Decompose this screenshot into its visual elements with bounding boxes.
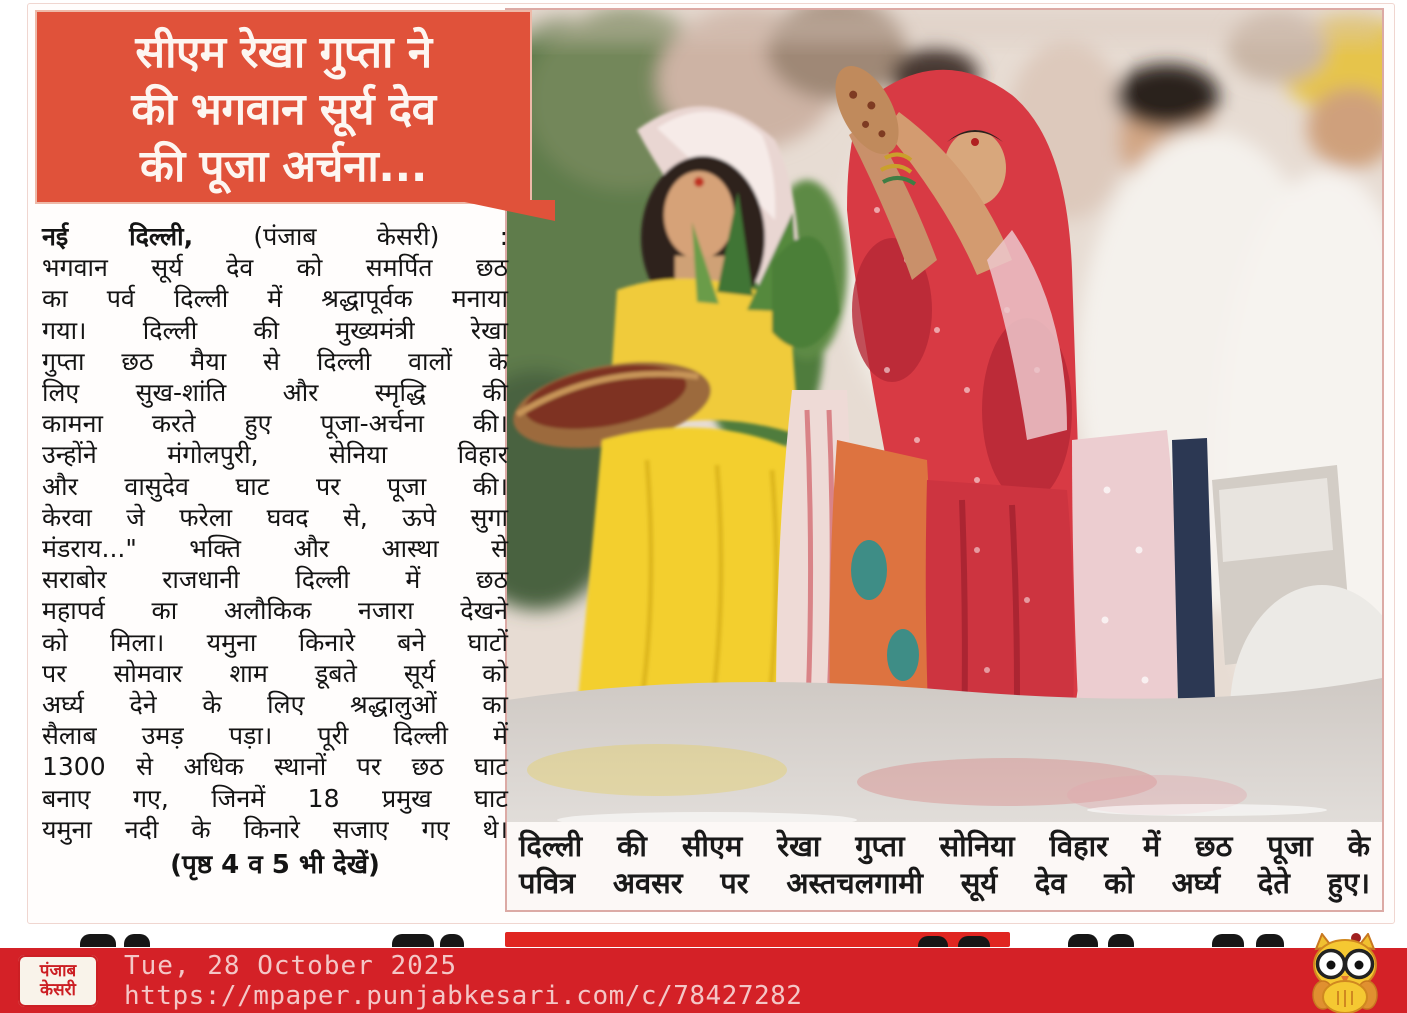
logo-line: केसरी — [40, 980, 76, 1000]
article-footnote: (पृष्ठ 4 व 5 भी देखें) — [170, 850, 380, 881]
headline-line: की पूजा अर्चना... — [140, 141, 427, 192]
article-line: सराबोर राजधानी दिल्ली में छठ — [42, 565, 508, 595]
photo-illustration — [507, 10, 1382, 910]
news-photo — [505, 8, 1384, 912]
article-line: को मिला। यमुना किनारे बने घाटों — [42, 627, 508, 657]
article-line: पर सोमवार शाम डूबते सूर्य को — [42, 658, 508, 688]
owl-mascot-icon[interactable] — [1296, 933, 1394, 1013]
cutoff-glyph-mark — [1108, 934, 1134, 947]
cutoff-glyph-mark — [1068, 934, 1098, 947]
article-line: यमुना नदी के किनारे सजाए गए थे। — [42, 814, 508, 844]
photo-top-haze — [507, 10, 1382, 44]
headline-line: सीएम रेखा गुप्ता ने — [135, 27, 432, 78]
article-line: महापर्व का अलौकिक नजारा देखने — [42, 596, 508, 626]
caption-line: पवित्र अवसर पर अस्तचलगामी सूर्य देव को अर्घ्य देते हुए। — [519, 866, 1370, 900]
headline-box — [35, 10, 532, 204]
article-line: अर्घ्य देने के लिए श्रद्धालुओं का — [42, 690, 508, 720]
cutoff-glyph-mark — [958, 936, 990, 947]
cutoff-glyph-mark — [1256, 934, 1284, 947]
cutoff-glyph-mark — [918, 936, 948, 947]
article-line: केरवा जे फरेला घवद से, ऊपे सुगा — [42, 502, 508, 532]
caption-line: दिल्ली की सीएम रेखा गुप्ता सोनिया विहार में छठ पूजा के — [519, 829, 1370, 863]
article-line: बनाए गए, जिनमें 18 प्रमुख घाट — [42, 783, 508, 813]
clip-date: Tue, 28 October 2025 — [124, 951, 458, 981]
article-line: गया। दिल्ली की मुख्यमंत्री रेखा — [42, 315, 508, 345]
article-line: सैलाब उमड़ पड़ा। पूरी दिल्ली में — [42, 721, 508, 751]
dateline-source: (पंजाब केसरी) : — [193, 222, 508, 251]
article-line: 1300 से अधिक स्थानों पर छठ घाट — [42, 752, 508, 782]
article-line: गुप्ता छठ मैया से दिल्ली वालों के — [42, 346, 508, 376]
cutoff-glyph-mark — [124, 934, 150, 947]
article-line: मंडराय..." भक्ति और आस्था से — [42, 534, 508, 564]
article-line: कामना करते हुए पूजा-अर्चना की। — [42, 409, 508, 439]
article-column — [42, 221, 508, 882]
clip-url[interactable]: https://mpaper.punjabkesari.com/c/78427282 — [124, 981, 803, 1011]
cutoff-glyph-mark — [392, 934, 434, 947]
photo-caption — [507, 822, 1382, 910]
article-line: का पर्व दिल्ली में श्रद्धापूर्वक मनाया — [42, 284, 508, 314]
punjab-kesari-logo[interactable] — [18, 955, 98, 1007]
article-line: भगवान सूर्य देव को समर्पित छठ — [42, 253, 508, 283]
article-line: लिए सुख-शांति और स्मृद्धि की — [42, 378, 508, 408]
article-line: उन्होंने मंगोलपुरी, सेनिया विहार — [42, 440, 508, 470]
article-line: और वासुदेव घाट पर पूजा की। — [42, 471, 508, 501]
cutoff-glyph-mark — [1212, 934, 1244, 947]
logo-line: पंजाब — [39, 961, 77, 981]
cutoff-glyph-mark — [80, 934, 116, 947]
headline-line: की भगवान सूर्य देव — [131, 84, 436, 135]
dateline-city: नई दिल्ली, — [42, 222, 194, 251]
cutoff-glyph-mark — [440, 934, 464, 947]
article-dateline — [42, 221, 508, 252]
